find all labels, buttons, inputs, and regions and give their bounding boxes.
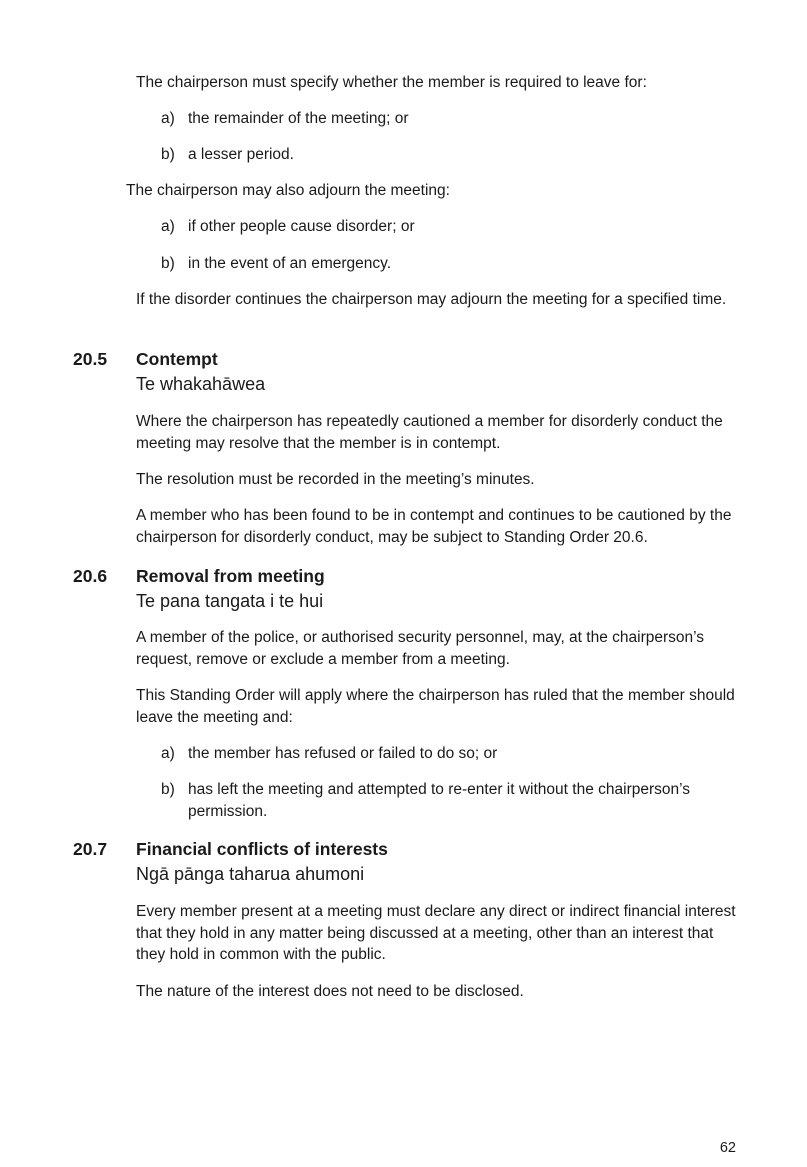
list-letter: b)	[161, 781, 175, 798]
section-number: 20.5	[73, 349, 108, 369]
section-paragraph: A member of the police, or authorised security personnel, may, at the chairperson’s request, remove or exclude a member from a meeting.	[136, 629, 705, 668]
section-paragraph: The resolution must be recorded in the meeting’s minutes.	[136, 471, 535, 488]
leave-instruction: The chairperson must specify whether the member is required to leave for:	[136, 74, 647, 91]
section-title: Contempt	[136, 349, 218, 369]
list-item: in the event of an emergency.	[188, 255, 392, 272]
section-subtitle: Te pana tangata i te hui	[136, 591, 324, 611]
list-letter: b)	[161, 255, 175, 272]
section-paragraph: A member who has been found to be in contempt and continues to be cautioned by the chairperson for disorderly conduct, may be subject to Standing Order 20.6.	[136, 507, 732, 546]
section-paragraph: Every member present at a meeting must declare any direct or indirect financial interest that they hold in any matter being discussed at a meeting, other than an interest that they hold in common with the public.	[136, 903, 736, 963]
page-number: 62	[719, 1140, 736, 1156]
section-subtitle: Te whakahāwea	[136, 374, 266, 394]
list-item: a lesser period.	[188, 146, 294, 163]
list-letter: a)	[161, 218, 175, 235]
section-paragraph: Where the chairperson has repeatedly cautioned a member for disorderly conduct the meeting may resolve that the member is in contempt.	[136, 413, 723, 452]
section-paragraph: This Standing Order will apply where the chairperson has ruled that the member should leave the meeting and:	[136, 687, 735, 726]
adjourn-instruction: The chairperson may also adjourn the meeting:	[126, 182, 450, 199]
list-letter: a)	[161, 745, 175, 762]
list-item: if other people cause disorder; or	[188, 218, 415, 235]
section-title: Removal from meeting	[136, 566, 325, 586]
list-item: has left the meeting and attempted to re-enter it without the chairperson’s permission.	[188, 781, 691, 820]
section-subtitle: Ngā pānga taharua ahumoni	[136, 864, 365, 884]
section-number: 20.7	[73, 839, 108, 859]
list-letter: a)	[161, 110, 175, 127]
list-item: the member has refused or failed to do so; or	[188, 745, 498, 762]
disorder-paragraph: If the disorder continues the chairperson may adjourn the meeting for a specified time.	[136, 291, 727, 308]
list-item: the remainder of the meeting; or	[188, 110, 409, 127]
section-paragraph: The nature of the interest does not need to be disclosed.	[136, 983, 524, 1000]
section-number: 20.6	[73, 566, 108, 586]
list-letter: b)	[161, 146, 175, 163]
section-title: Financial conflicts of interests	[136, 839, 388, 859]
